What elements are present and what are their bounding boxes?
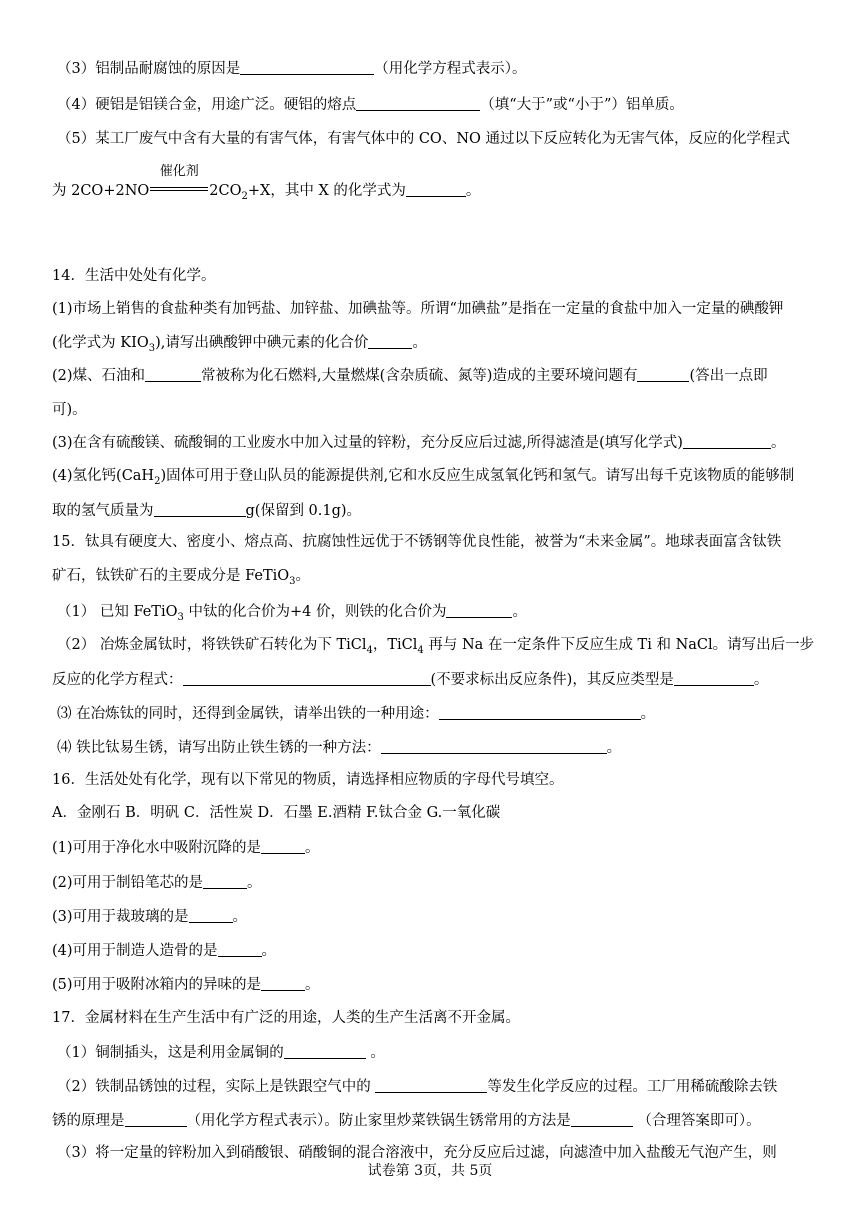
q14-part4-line1: (4)氢化钙(CaH$_2$)固体可用于登山队员的能源提供剂,它和水反应生成氢氧化钙和氢气。请写出每千克该物质的能够制: [52, 468, 795, 487]
answer-blank[interactable]: [356, 94, 480, 111]
q15-part4: ⑷ 铁比钛易生锈，请写出防止铁生锈的一种方法： 。: [57, 737, 621, 758]
answer-blank[interactable]: [446, 601, 512, 618]
q14-part1-line2: (化学式为 $KIO_3$),请写出碘酸钾中碘元素的化合价 。: [52, 332, 427, 359]
q14-title: 14．生活中处处有化学。: [52, 268, 216, 284]
answer-blank[interactable]: [218, 940, 262, 957]
answer-blank[interactable]: [674, 669, 754, 686]
q14-part4-line2: 取的氢气质量为 g(保留到 0.1g)。: [52, 500, 361, 521]
q17-part2-line2: 锈的原理是 （用化学方程式表示）。防止家里炒菜铁锅生锈常用的方法是 （合理答案即可）。: [52, 1110, 761, 1131]
q17-part3: （3）将一定量的锌粉加入到硝酸银、硝酸铜的混合溶液中，充分反应后过滤，向滤渣中加入盐酸无气泡产生，则: [57, 1145, 777, 1161]
q13-part5-line1: （5）某工厂废气中含有大量的有害气体，有害气体中的 CO、NO 通过以下反应转化为无害气体，反应的化学程式: [57, 131, 790, 147]
answer-blank[interactable]: [439, 703, 641, 720]
q14-part3: (3)在含有硫酸镁、硫酸铜的工业废水中加入过量的锌粉，充分反应后过滤,所得滤渣是(填写化学式) 。: [52, 432, 785, 453]
answer-blank[interactable]: [240, 58, 374, 75]
q13-part3: （3）铝制品耐腐蚀的原因是 （用化学方程式表示）。: [57, 58, 526, 79]
answer-blank[interactable]: [375, 1076, 487, 1093]
q14-part2-line1: (2)煤、石油和 常被称为化石燃料,大量燃煤(含杂质硫、氮等)造成的主要环境问题有 (答出一点即: [52, 365, 768, 386]
answer-blank[interactable]: [571, 1110, 633, 1127]
q13-part5-line2: 为 2CO+2NO 催化剂 $2CO_2+X$，其中 X 的化学式为 。: [52, 164, 481, 202]
answer-blank[interactable]: [261, 837, 305, 854]
q16-item-5: (5)可用于吸附冰箱内的异味的是 。: [52, 974, 320, 995]
q17-title: 17．金属材料在生产生活中有广泛的用途，人类的生产生活离不开金属。: [52, 1010, 520, 1026]
answer-blank[interactable]: [368, 332, 412, 349]
answer-blank[interactable]: [203, 872, 247, 889]
q14-part2-line2: 可)。: [52, 402, 87, 418]
q16-item-3: (3)可用于裁玻璃的是 。: [52, 906, 247, 927]
answer-blank[interactable]: [406, 180, 466, 197]
answer-blank[interactable]: [189, 906, 233, 923]
q15-title-line1: 15．钛具有硬度大、密度小、熔点高、抗腐蚀性远优于不锈钢等优良性能，被誉为“未来金属”。地球表面富含钛铁: [52, 534, 782, 550]
answer-blank[interactable]: [637, 365, 689, 382]
q15-part1: （1） 已知 FeTiO$_3$ 中钛的化合价为+4 价，则铁的化合价为 。: [57, 601, 527, 628]
page-footer: 试卷第 3页，共 5页: [367, 1163, 493, 1179]
q17-part1: （1）铜制插头，这是利用金属铜的 。: [57, 1042, 385, 1063]
q14-part1-line1: (1)市场上销售的食盐种类有加钙盐、加锌盐、加碘盐等。所谓“加碘盐”是指在一定量的食盐中加入一定量的碘酸钾: [52, 301, 784, 317]
q15-title-line2: 矿石，钛铁矿石的主要成分是 FeTiO$_3$。: [52, 568, 311, 587]
q17-part2-line1: （2）铁制品锈蚀的过程，实际上是铁跟空气中的 等发生化学反应的过程。工厂用稀硫酸除去铁: [57, 1076, 777, 1097]
q13-part4: （4）硬铝是铝镁合金，用途广泛。硬铝的熔点 （填“大于”或“小于”）铝单质。: [57, 94, 684, 115]
q16-title: 16．生活处处有化学，现有以下常见的物质，请选择相应物质的字母代号填空。: [52, 772, 564, 788]
q15-part2-line1: （2） 冶炼金属钛时，将铁铁矿石转化为下 TiCl$_4$，TiCl$_4$ 再与 Na 在一定条件下反应生成 Ti 和 NaCl。请写出后一步: [57, 637, 815, 656]
q15-part3: ⑶ 在冶炼钛的同时，还得到金属铁，请举出铁的一种用途： 。: [57, 703, 655, 724]
answer-blank[interactable]: [683, 432, 771, 449]
q16-item-1: (1)可用于净化水中吸附沉降的是 。: [52, 837, 320, 858]
catalyst-arrow: 催化剂: [149, 181, 209, 201]
answer-blank[interactable]: [284, 1042, 366, 1059]
q16-item-4: (4)可用于制造人造骨的是 。: [52, 940, 276, 961]
answer-blank[interactable]: [183, 669, 431, 686]
answer-blank[interactable]: [261, 974, 305, 991]
q16-options: A．金刚石 B．明矾 C．活性炭 D．石墨 E.酒精 F.钛合金 G.一氧化碳: [52, 805, 501, 821]
answer-blank[interactable]: [125, 1110, 187, 1127]
q15-part2-line2: 反应的化学方程式： (不要求标出反应条件)，其反应类型是 。: [52, 669, 768, 690]
q16-item-2: (2)可用于制铅笔芯的是 。: [52, 872, 262, 893]
answer-blank[interactable]: [145, 365, 201, 382]
answer-blank[interactable]: [154, 500, 246, 517]
answer-blank[interactable]: [381, 737, 607, 754]
